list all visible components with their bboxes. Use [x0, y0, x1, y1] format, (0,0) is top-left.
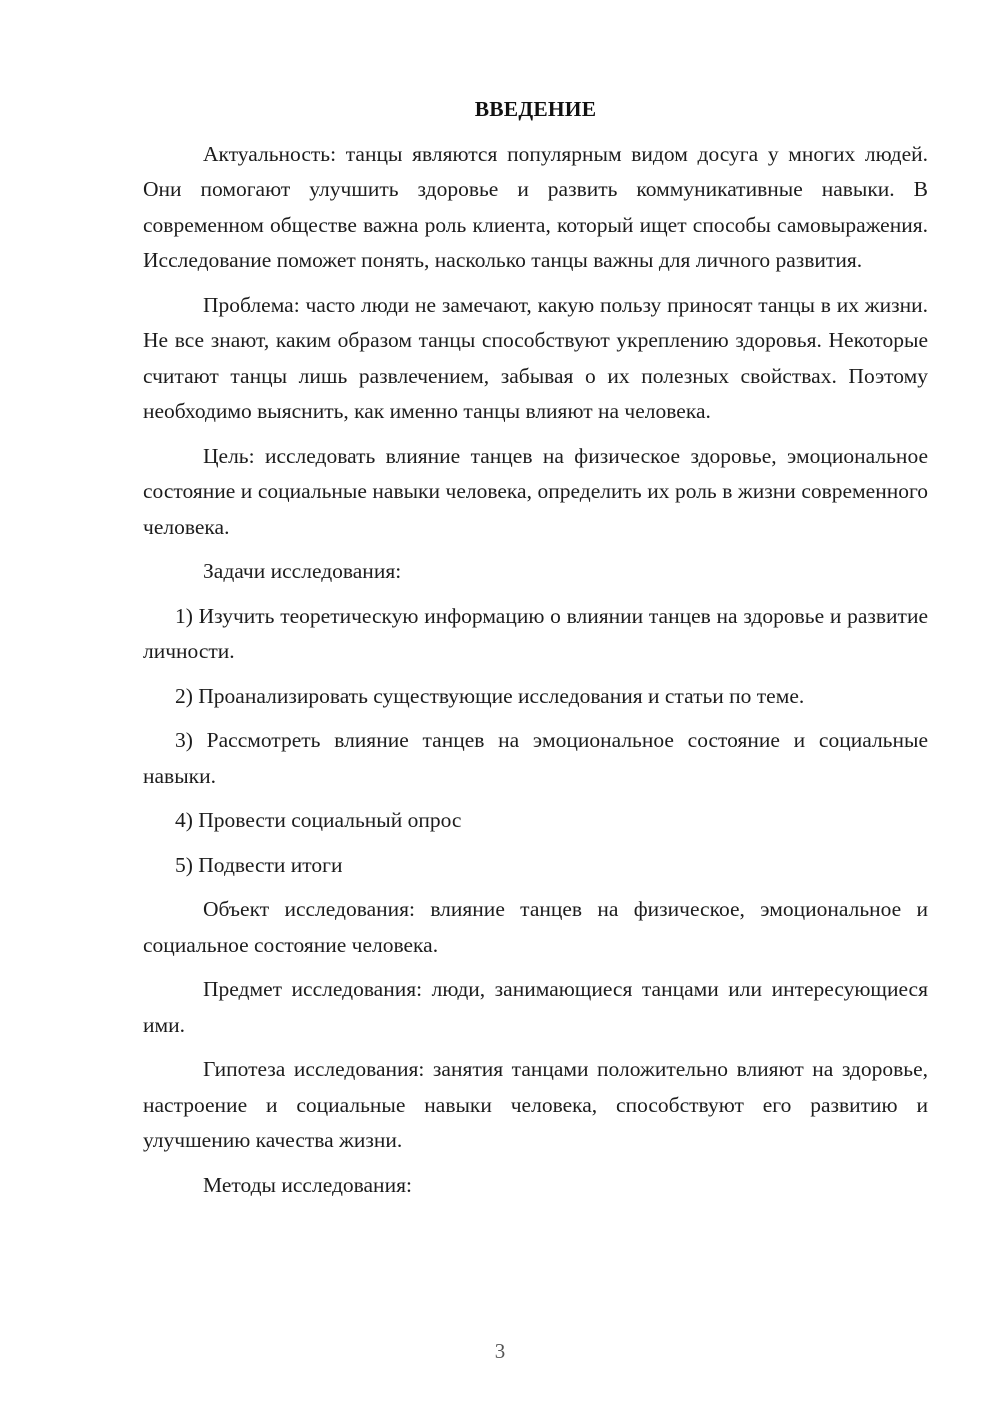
task-item-3: 3) Рассмотреть влияние танцев на эмоциональное состояние и социальные навыки.: [143, 728, 928, 788]
subject-paragraph: Предмет исследования: люди, занимающиеся танцами или интересующиеся ими.: [143, 977, 928, 1037]
task-item-2: 2) Проанализировать существующие исследования и статьи по теме.: [175, 683, 805, 708]
task-item-1: 1) Изучить теоретическую информацию о влиянии танцев на здоровье и развитие личности.: [143, 603, 928, 663]
page-heading: ВВЕДЕНИЕ: [474, 97, 597, 121]
task-item-5: 5) Подвести итоги: [175, 852, 343, 877]
methods-heading: Методы исследования:: [203, 1172, 412, 1197]
relevance-paragraph: Актуальность: танцы являются популярным видом досуга у многих людей. Они помогают улучшить здоровье и развить коммуникативные навыки. В современном обществе важна роль клиента, который ищет способы самовыражения. Исследование поможет понять, насколько танцы важны для личного развития.: [143, 141, 928, 272]
object-paragraph: Объект исследования: влияние танцев на физическое, эмоциональное и социальное состояние человека.: [143, 897, 928, 957]
page-content: [143, 92, 928, 1203]
goal-paragraph: Цель: исследовать влияние танцев на физическое здоровье, эмоциональное состояние и социальные навыки человека, определить их роль в жизни современного человека.: [143, 443, 928, 539]
page-number: 3: [494, 1339, 506, 1363]
problem-paragraph: Проблема: часто люди не замечают, какую пользу приносят танцы в их жизни. Не все знают, каким образом танцы способствуют укреплению здоровья. Некоторые считают танцы лишь развлечением, забывая о их полезных свойствах. Поэтому необходимо выяснить, как именно танцы влияют на человека.: [143, 292, 928, 423]
task-item-4: 4) Провести социальный опрос: [175, 808, 462, 832]
hypothesis-paragraph: Гипотеза исследования: занятия танцами положительно влияют на здоровье, настроение и социальные навыки человека, способствуют его развитию и улучшению качества жизни.: [143, 1057, 928, 1152]
tasks-heading: Задачи исследования:: [203, 559, 402, 583]
